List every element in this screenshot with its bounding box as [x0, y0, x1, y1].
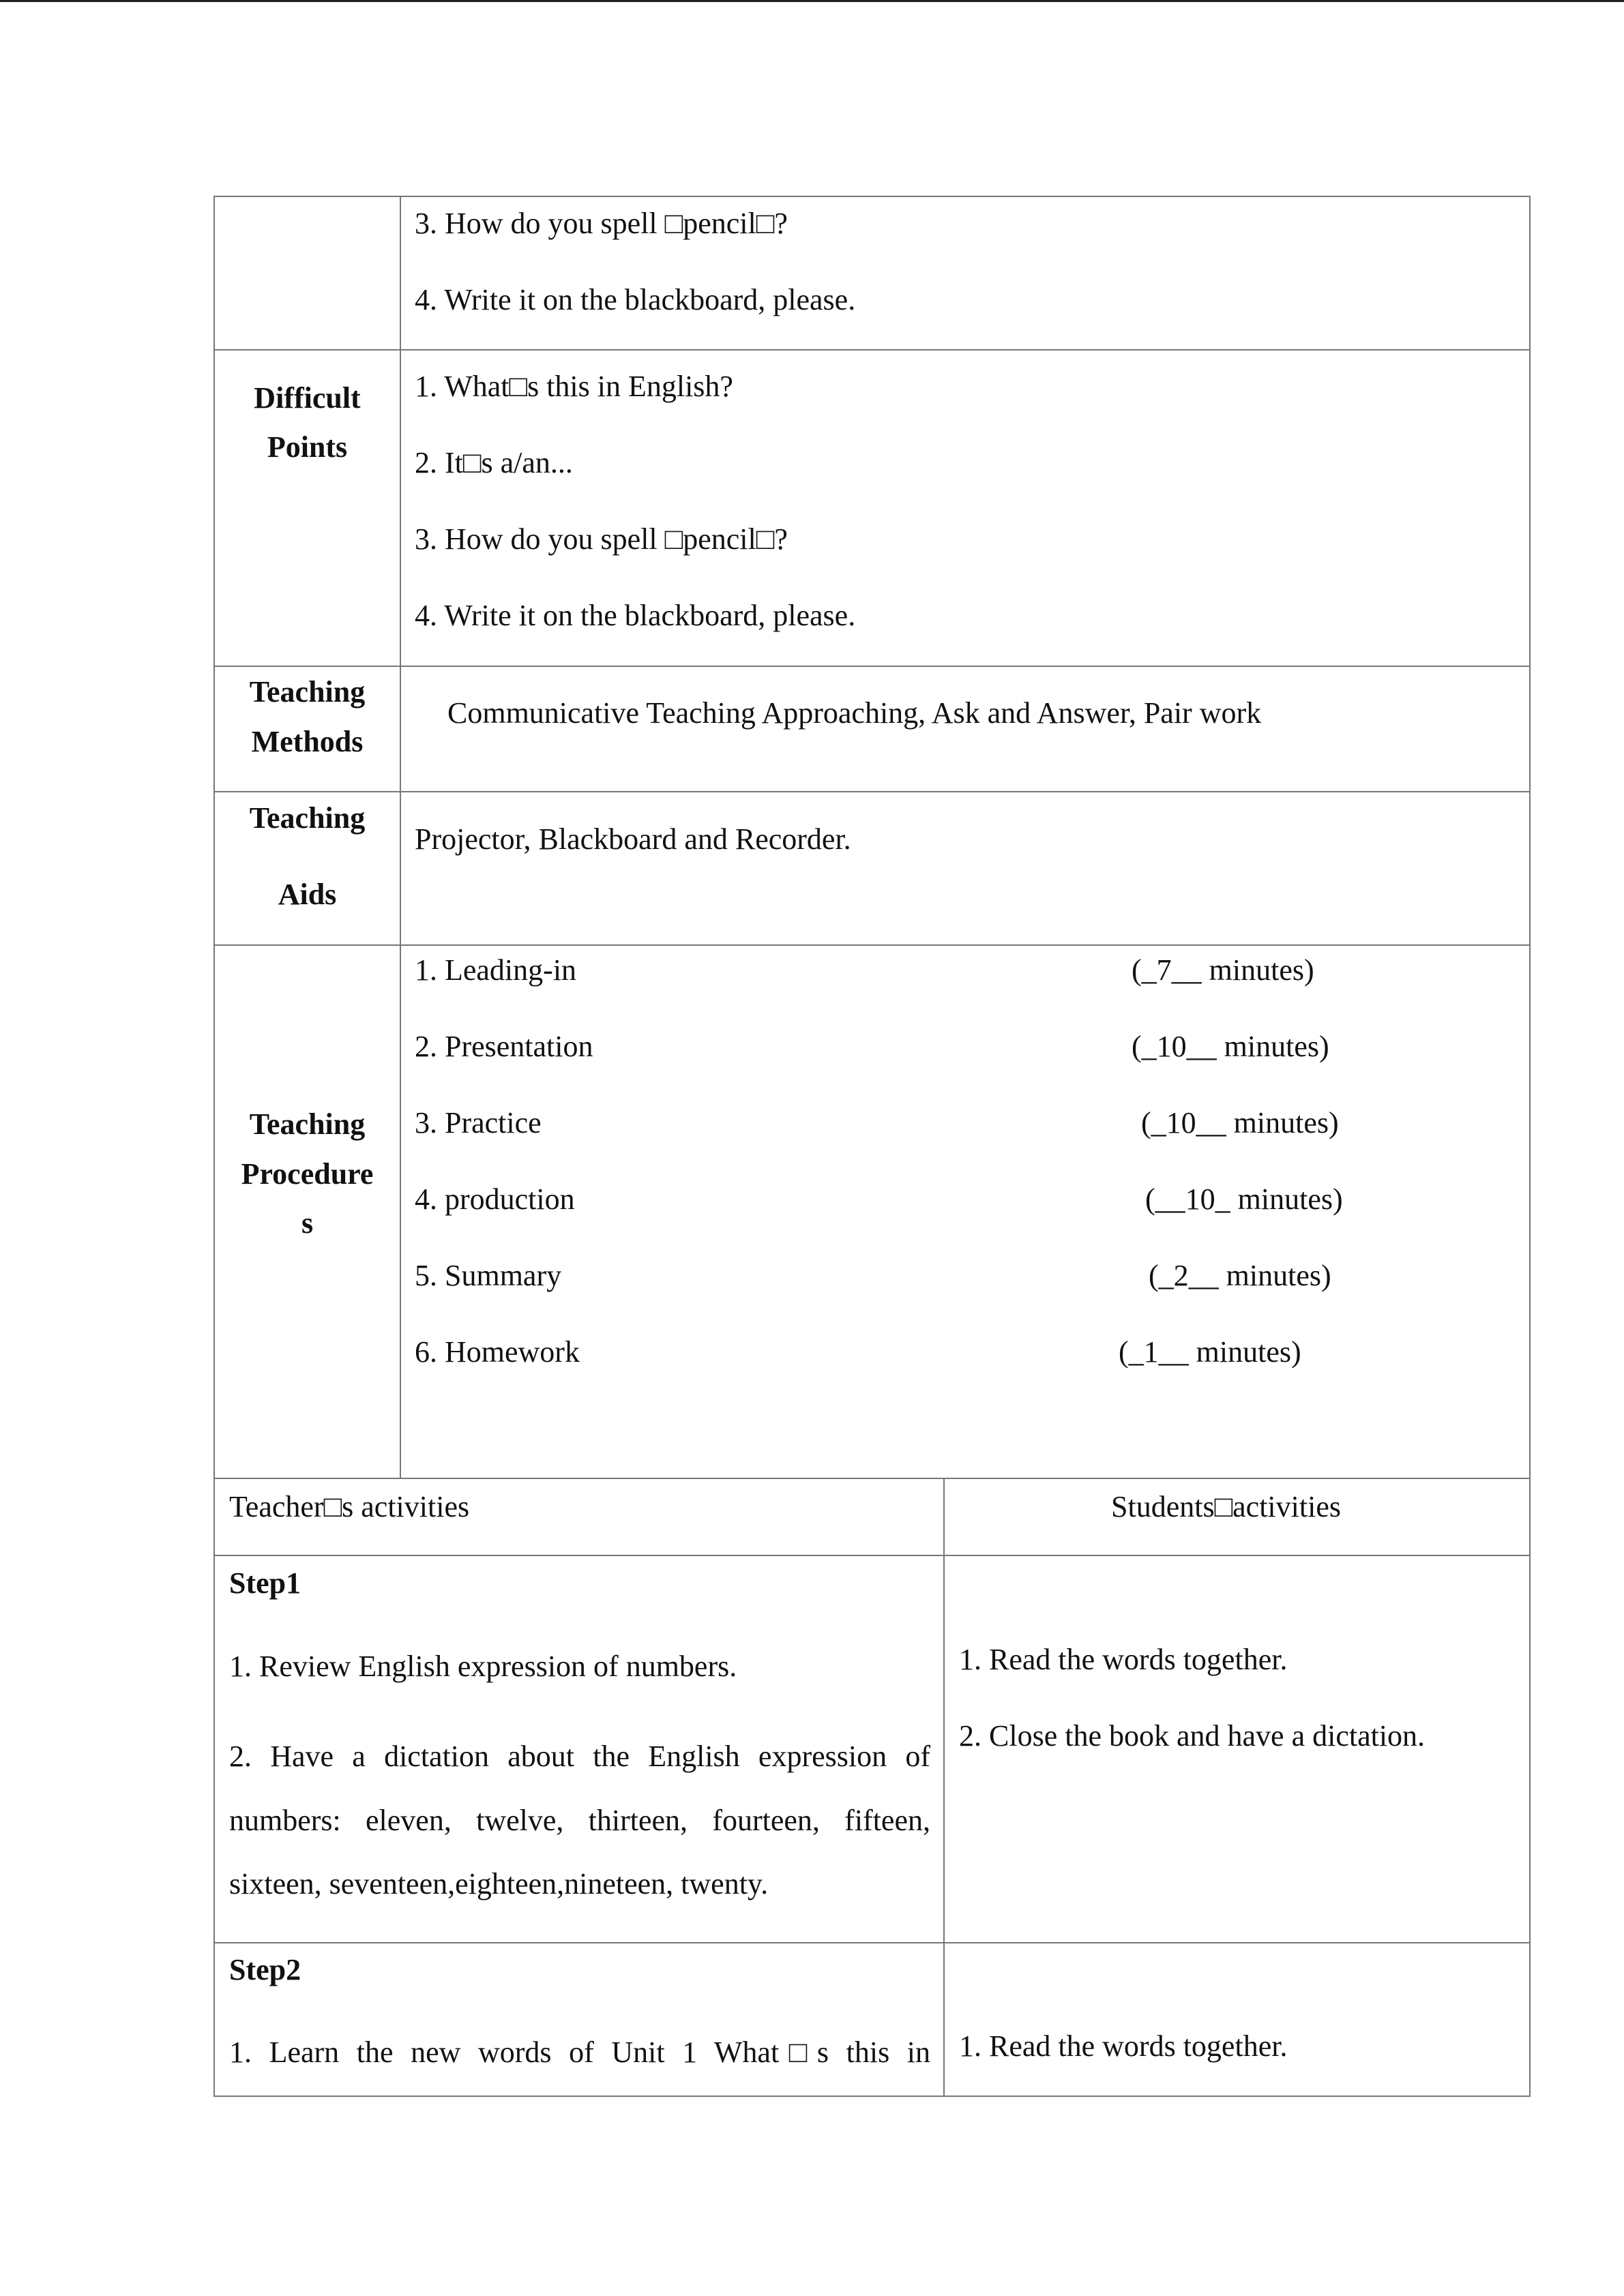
teaching-procedures-label: s: [301, 1206, 314, 1240]
students-activities-header: Students□activities: [1111, 1490, 1341, 1523]
procedure-step-name: 1. Leading-in: [415, 953, 577, 987]
procedure-step-name: 5. Summary: [415, 1259, 562, 1292]
key-point-item: 4. Write it on the blackboard, please.: [415, 283, 856, 316]
table-left-border: [213, 196, 215, 2097]
teaching-aids-text: Projector, Blackboard and Recorder.: [415, 822, 851, 856]
teaching-aids-label: Aids: [278, 878, 337, 911]
procedure-step-name: 6. Homework: [415, 1335, 580, 1369]
procedure-step-name: 3. Practice: [415, 1106, 542, 1139]
teacher-activities-header: Teacher□s activities: [229, 1490, 470, 1523]
step1-student-item: 2. Close the book and have a dictation.: [959, 1719, 1426, 1753]
difficult-points-label: Points: [267, 430, 348, 464]
table-top-border: [213, 196, 1531, 197]
procedure-step-time: (_7__ minutes): [1132, 953, 1314, 987]
key-point-item: 3. How do you spell □pencil□?: [415, 207, 788, 240]
row-border: [213, 349, 1531, 351]
step1-teacher-line: sixteen, seventeen,eighteen,nineteen, twenty.: [229, 1867, 769, 1900]
step2-title: Step2: [229, 1953, 301, 1986]
difficult-point-item: 3. How do you spell □pencil□?: [415, 522, 788, 556]
difficult-point-item: 4. Write it on the blackboard, please.: [415, 599, 856, 632]
step1-title: Step1: [229, 1566, 301, 1600]
procedure-step-time: (_10__ minutes): [1141, 1106, 1339, 1139]
procedure-step-name: 2. Presentation: [415, 1030, 593, 1063]
teaching-procedures-label: Teaching: [249, 1107, 366, 1141]
difficult-point-item: 1. What□s this in English?: [415, 370, 733, 403]
teaching-aids-label: Teaching: [249, 801, 366, 835]
row-border: [213, 1555, 1531, 1556]
teaching-methods-label: Methods: [251, 725, 364, 758]
table-bottom-border: [213, 2096, 1531, 2097]
row-border: [213, 666, 1531, 667]
procedure-step-time: (_1__ minutes): [1119, 1335, 1301, 1369]
procedure-step-name: 4. production: [415, 1182, 575, 1216]
teaching-procedures-label: Procedure: [241, 1157, 374, 1191]
difficult-points-label: Difficult: [254, 381, 361, 415]
step2-student-item: 1. Read the words together.: [959, 2029, 1288, 2063]
teaching-methods-text: Communicative Teaching Approaching, Ask and Answer, Pair work: [447, 696, 1262, 730]
difficult-point-item: 2. It□s a/an...: [415, 446, 573, 479]
step1-teacher-line: 1. Review English expression of numbers.: [229, 1650, 737, 1683]
table-right-border: [1529, 196, 1531, 2097]
row-border: [213, 1942, 1531, 1943]
row-border: [213, 791, 1531, 792]
teaching-methods-label: Teaching: [249, 675, 366, 709]
procedure-step-time: (_10__ minutes): [1132, 1030, 1329, 1063]
step1-teacher-line: 2. Have a dictation about the English expression of: [229, 1740, 930, 1773]
page-top-border: [0, 0, 1624, 2]
label-column-border: [400, 196, 401, 1479]
procedure-step-time: (__10_ minutes): [1145, 1182, 1343, 1216]
step1-teacher-line: numbers: eleven, twelve, thirteen, fourteen, fifteen,: [229, 1804, 930, 1837]
row-border: [213, 944, 1531, 946]
row-border: [213, 1478, 1531, 1479]
procedure-step-time: (_2__ minutes): [1149, 1259, 1331, 1292]
step1-student-item: 1. Read the words together.: [959, 1643, 1288, 1676]
activities-column-border: [943, 1478, 945, 2097]
step2-teacher-line: 1. Learn the new words of Unit 1 What□s this in: [229, 2036, 930, 2069]
